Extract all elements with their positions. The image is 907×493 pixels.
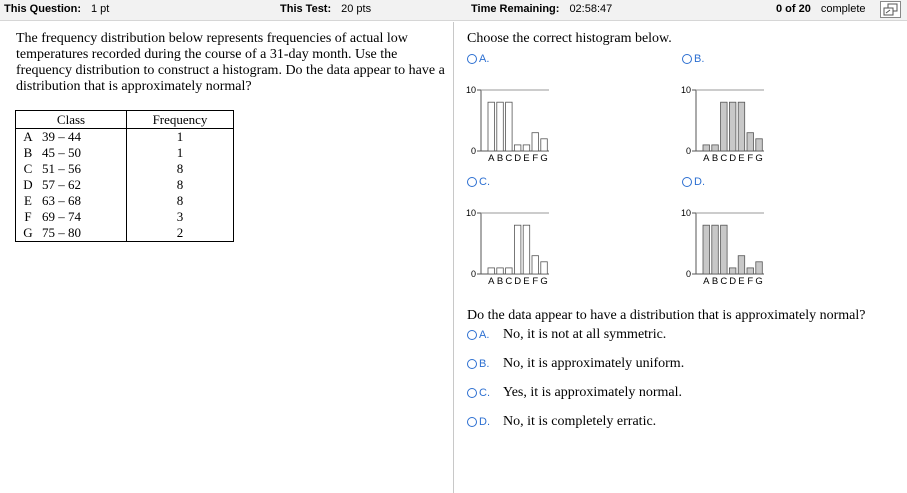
histogram-bar xyxy=(506,102,512,151)
answer-d[interactable] xyxy=(467,414,656,430)
answer-a-radio[interactable] xyxy=(467,330,477,340)
histogram-bar xyxy=(514,145,521,151)
x-category-label: B xyxy=(496,153,504,164)
option-d-label: D. xyxy=(694,176,705,188)
radio-b[interactable] xyxy=(682,54,692,64)
radio-d[interactable] xyxy=(682,177,692,187)
histogram-d xyxy=(682,205,792,291)
x-category-label: D xyxy=(729,276,737,287)
answer-c[interactable] xyxy=(467,385,682,401)
x-category-label: D xyxy=(514,276,522,287)
class-range: 45 – 50 xyxy=(40,145,127,161)
x-category-label: C xyxy=(505,153,513,164)
answer-b-radio[interactable] xyxy=(467,359,477,369)
histogram-bar xyxy=(738,256,745,274)
y-tick-label: 10 xyxy=(465,208,476,218)
x-category-label: D xyxy=(514,153,522,164)
histogram-instruction: Choose the correct histogram below. xyxy=(467,31,672,46)
x-category-label: E xyxy=(738,153,745,164)
x-category-label: G xyxy=(540,276,548,287)
histogram-bar xyxy=(506,268,512,274)
y-tick-label: 0 xyxy=(470,146,476,156)
histogram-bar xyxy=(541,262,548,274)
histogram-bar xyxy=(729,268,736,274)
class-frequency: 8 xyxy=(127,193,234,209)
x-category-label: G xyxy=(540,153,548,164)
radio-a[interactable] xyxy=(467,54,477,64)
histogram-bar xyxy=(756,262,763,274)
frequency-header: Frequency xyxy=(127,111,234,129)
histogram-bar xyxy=(497,102,504,151)
class-range: 69 – 74 xyxy=(40,209,127,225)
option-b[interactable] xyxy=(682,52,704,66)
x-category-label: F xyxy=(747,276,754,287)
histogram-bar xyxy=(729,102,736,151)
table-row xyxy=(16,161,234,177)
question-prompt: The frequency distribution below represents frequencies of actual low temperatures recorded during the course of a 31-day month. Use the frequency distribution to construct a histogram. Do the data appear to have a distribution that is approximately normal? xyxy=(16,31,445,94)
histogram-bar xyxy=(488,268,495,274)
status-bar xyxy=(0,0,907,21)
histogram-bar xyxy=(747,268,754,274)
table-row xyxy=(16,129,234,146)
question-points xyxy=(4,3,109,15)
x-category-label: G xyxy=(755,153,763,164)
x-category-label: D xyxy=(729,153,737,164)
histogram-bar xyxy=(523,225,530,274)
table-row xyxy=(16,225,234,242)
panel-divider xyxy=(453,22,454,493)
class-letter: F xyxy=(16,209,41,225)
table-row xyxy=(16,209,234,225)
y-tick-label: 0 xyxy=(685,146,691,156)
class-range: 63 – 68 xyxy=(40,193,127,209)
class-letter: E xyxy=(16,193,41,209)
answer-c-label: C. xyxy=(479,387,490,399)
histogram-bar xyxy=(703,225,710,274)
test-points-value: 20 pts xyxy=(341,3,372,15)
x-category-label: B xyxy=(711,276,719,287)
x-category-label: A xyxy=(703,276,710,287)
x-category-label: F xyxy=(532,276,539,287)
histogram-bar xyxy=(523,145,530,151)
histogram-b xyxy=(682,82,792,168)
answer-b-text: No, it is approximately uniform. xyxy=(503,356,685,371)
expand-window-button[interactable] xyxy=(880,1,901,18)
histogram-bar xyxy=(712,225,719,274)
histogram-c xyxy=(467,205,577,291)
option-d[interactable] xyxy=(682,175,705,189)
class-letter: B xyxy=(16,145,41,161)
x-category-label: B xyxy=(496,276,504,287)
x-category-label: E xyxy=(523,276,530,287)
x-category-label: B xyxy=(711,153,719,164)
class-letter: C xyxy=(16,161,41,177)
table-row xyxy=(16,177,234,193)
y-tick-label: 10 xyxy=(680,208,691,218)
x-category-label: C xyxy=(720,153,728,164)
option-a[interactable] xyxy=(467,52,489,66)
y-tick-label: 0 xyxy=(470,269,476,279)
answer-b-label: B. xyxy=(479,358,490,370)
histogram-bar xyxy=(712,145,719,151)
frequency-table xyxy=(15,110,234,242)
histogram-bar xyxy=(532,256,539,274)
progress-word: complete xyxy=(820,3,866,15)
histogram-bar xyxy=(514,225,521,274)
histogram-a xyxy=(467,82,577,168)
y-tick-label: 10 xyxy=(680,85,691,95)
y-tick-label: 0 xyxy=(685,269,691,279)
histogram-bar xyxy=(541,139,548,151)
class-frequency: 1 xyxy=(127,129,234,146)
x-category-label: E xyxy=(738,276,745,287)
time-remaining-value: 02:58:47 xyxy=(569,3,613,15)
x-category-label: E xyxy=(523,153,530,164)
time-remaining-label: Time Remaining: xyxy=(471,3,560,15)
progress xyxy=(776,3,866,15)
class-letter: D xyxy=(16,177,41,193)
answer-d-radio[interactable] xyxy=(467,417,477,427)
histogram-bar xyxy=(497,268,504,274)
answer-a[interactable] xyxy=(467,327,666,343)
option-b-label: B. xyxy=(694,53,705,65)
histogram-bar xyxy=(721,225,728,274)
class-range: 39 – 44 xyxy=(40,129,127,146)
expand-window-icon xyxy=(881,2,900,17)
table-row xyxy=(16,193,234,209)
histogram-bar xyxy=(756,139,763,151)
class-letter: A xyxy=(16,129,41,146)
option-a-label: A. xyxy=(479,53,490,65)
class-letter: G xyxy=(16,225,41,242)
answer-d-text: No, it is completely erratic. xyxy=(503,414,657,429)
option-c[interactable] xyxy=(467,175,490,189)
class-range: 57 – 62 xyxy=(40,177,127,193)
histogram-bar xyxy=(488,102,495,151)
histogram-bar xyxy=(703,145,710,151)
progress-count: 0 of 20 xyxy=(776,3,811,15)
x-category-label: C xyxy=(505,276,513,287)
x-category-label: G xyxy=(755,276,763,287)
class-frequency: 1 xyxy=(127,145,234,161)
answer-b[interactable] xyxy=(467,356,684,372)
histogram-bar xyxy=(747,133,754,151)
question-points-value: 1 pt xyxy=(91,3,110,15)
histogram-bar xyxy=(721,102,728,151)
answer-a-label: A. xyxy=(479,329,490,341)
x-category-label: A xyxy=(488,276,495,287)
class-frequency: 2 xyxy=(127,225,234,242)
histogram-bar xyxy=(738,102,745,151)
radio-c[interactable] xyxy=(467,177,477,187)
class-frequency: 8 xyxy=(127,161,234,177)
class-range: 75 – 80 xyxy=(40,225,127,242)
class-header: Class xyxy=(16,111,127,129)
answer-c-text: Yes, it is approximately normal. xyxy=(503,385,683,400)
time-remaining xyxy=(471,3,612,15)
x-category-label: F xyxy=(532,153,539,164)
test-points-label: This Test: xyxy=(280,3,332,15)
y-tick-label: 10 xyxy=(465,85,476,95)
x-category-label: A xyxy=(703,153,710,164)
x-category-label: C xyxy=(720,276,728,287)
x-category-label: F xyxy=(747,153,754,164)
answer-d-label: D. xyxy=(479,416,490,428)
normality-question: Do the data appear to have a distribution that is approximately normal? xyxy=(467,308,866,323)
x-category-label: A xyxy=(488,153,495,164)
answer-c-radio[interactable] xyxy=(467,388,477,398)
histogram-bar xyxy=(532,133,539,151)
table-row xyxy=(16,145,234,161)
class-frequency: 8 xyxy=(127,177,234,193)
test-points xyxy=(280,3,371,15)
class-range: 51 – 56 xyxy=(40,161,127,177)
class-frequency: 3 xyxy=(127,209,234,225)
answer-a-text: No, it is not at all symmetric. xyxy=(503,327,667,342)
question-points-label: This Question: xyxy=(4,3,81,15)
option-c-label: C. xyxy=(479,176,490,188)
